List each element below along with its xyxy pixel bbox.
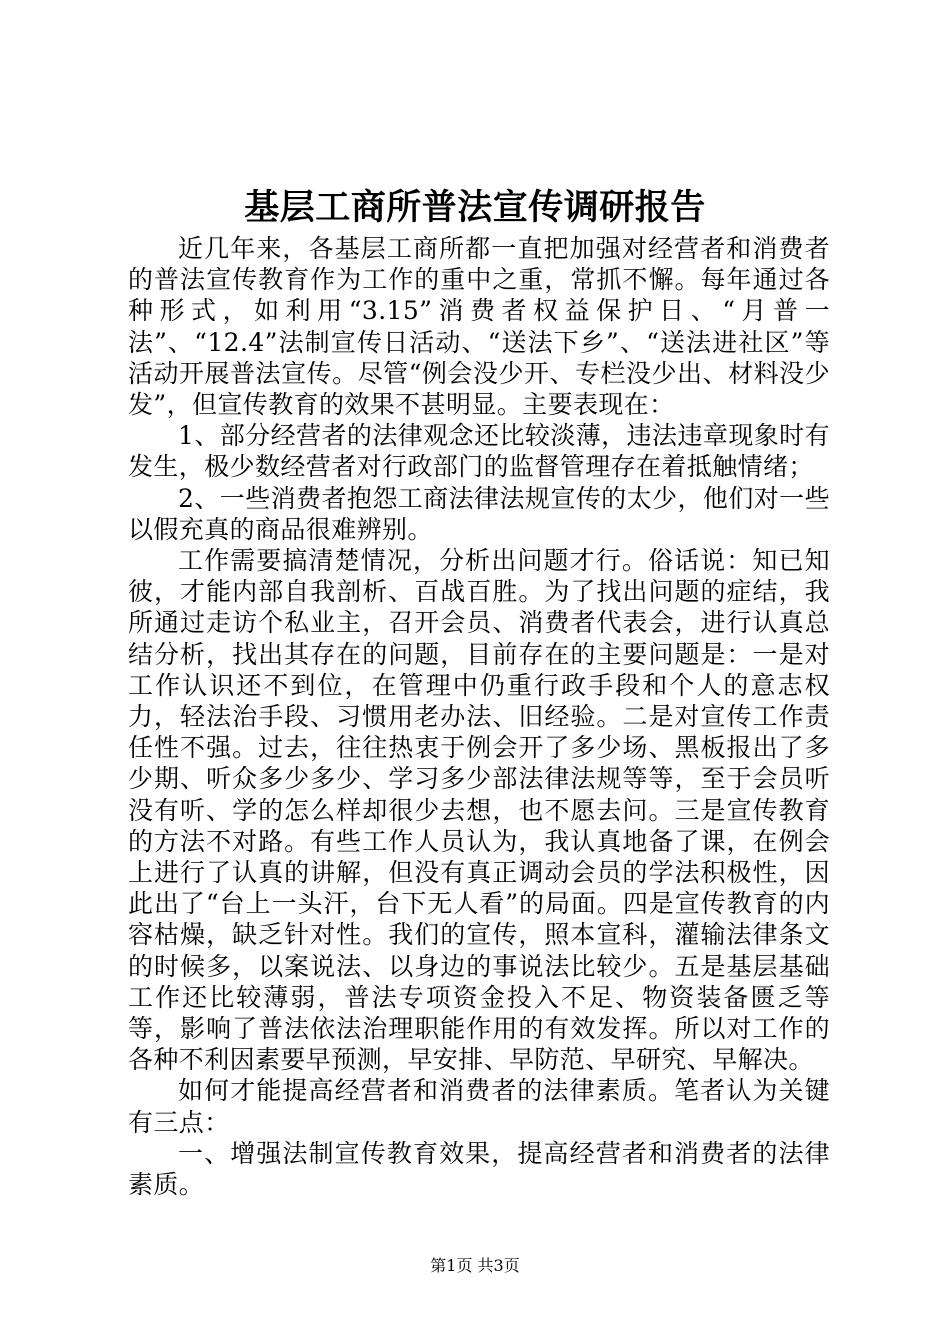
document-body bbox=[128, 233, 830, 1200]
paragraph-analysis: 工作需要搞清楚情况，分析出问题才行。俗话说：知已知彼，才能内部自我剖析、百战百胜。为了找出问题的症结，我所通过走访个私业主，召开会员、消费者代表会，进行认真总结分析，找出其存在的问题，目前存在的主要问题是：一是对工作认识还不到位，在管理中仍重行政手段和个人的意志权力，轻法治手段、习惯用老办法、旧经验。二是对宣传工作责任性不强。过去，往往热衷于例会开了多少场、黑板报出了多少期、听众多少多少、学习多少部法律法规等等，至于会员听没有听、学的怎么样却很少去想，也不愿去问。三是宣传教育的方法不对路。有些工作人员认为，我认真地备了课，在例会上进行了认真的讲解，但没有真正调动会员的学法积极性，因此出了“台上一头汗，台下无人看”的局面。四是宣传教育的内容枯燥，缺乏针对性。我们的宣传，照本宣科，灌输法律条文的时候多，以案说法、以身边的事说法比较少。五是基层基础工作还比较薄弱，普法专项资金投入不足、物资装备匮乏等等，影响了普法依法治理职能作用的有效发挥。所以对工作的各种不利因素要早预测，早安排、早防范、早研究、早解决。 bbox=[128, 546, 830, 1075]
paragraph-point-2: 2、一些消费者抱怨工商法律法规宣传的太少，他们对一些以假充真的商品很难辨别。 bbox=[128, 483, 830, 544]
paragraph-point-1: 1、部分经营者的法律观念还比较淡薄，违法违章现象时有发生，极少数经营者对行政部门的监督管理存在着抵触情绪； bbox=[128, 421, 830, 482]
paragraph-section-1: 一、增强法制宣传教育效果，提高经营者和消费者的法律素质。 bbox=[128, 1138, 830, 1200]
paragraph-intro: 近几年来，各基层工商所都一直把加强对经营者和消费者的普法宣传教育作为工作的重中之重，常抓不懈。每年通过各种形式，如利用“3.15”消费者权益保护日、“月普一法”、“12.4”法制宣传日活动、“送法下乡”、“送法进社区”等活动开展普法宣传。尽管“例会没少开、专栏没少出、材料没少发”，但宣传教育的效果不甚明显。主要表现在： bbox=[128, 234, 830, 420]
page-footer: 第1页 共3页 bbox=[430, 1256, 520, 1275]
document-title: 基层工商所普法宣传调研报告 bbox=[244, 187, 706, 228]
paragraph-question: 如何才能提高经营者和消费者的法律素质。笔者认为关键有三点： bbox=[128, 1076, 830, 1137]
